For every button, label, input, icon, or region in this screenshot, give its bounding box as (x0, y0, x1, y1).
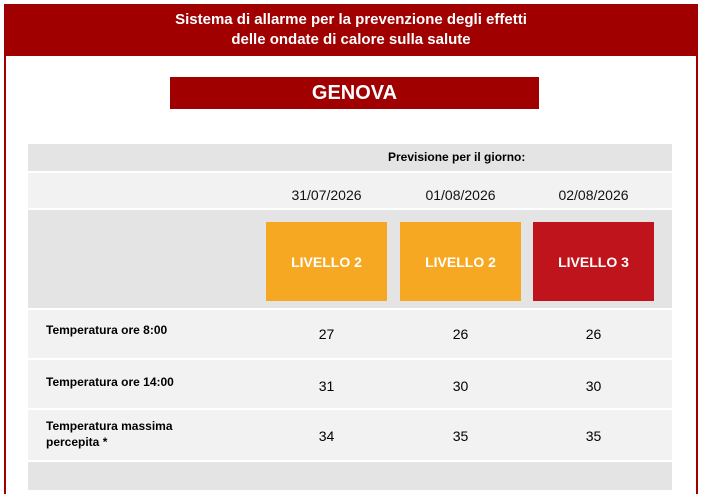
temp-max-label (46, 418, 173, 450)
header-title-line1: Sistema di allarme per la prevenzione degli effetti (175, 11, 527, 28)
date-day1: 31/07/2026 (291, 187, 362, 203)
temp-8-label: Temperatura ore 8:00 (46, 323, 168, 337)
dates-row (28, 171, 672, 208)
table-footer-row (28, 460, 672, 490)
temp-14-day2: 30 (452, 378, 469, 394)
level-badge-day2: LIVELLO 2 (400, 222, 521, 301)
header-title-line2: delle ondate di calore sulla salute (231, 31, 471, 48)
temp-max-day1: 34 (318, 428, 335, 444)
temp-max-label-line1: Temperatura massima (46, 419, 173, 433)
page-header (4, 4, 698, 56)
temp-14-day1: 31 (318, 378, 335, 394)
temp-8-row (28, 308, 672, 358)
level-badge-day3: LIVELLO 3 (533, 222, 654, 301)
temp-max-row (28, 408, 672, 460)
temp-8-day3: 26 (585, 326, 602, 342)
temp-max-day2: 35 (452, 428, 469, 444)
temp-14-day3: 30 (585, 378, 602, 394)
temp-14-row (28, 358, 672, 408)
city-title: GENOVA (170, 77, 539, 109)
temp-max-day3: 35 (585, 428, 602, 444)
temp-8-day1: 27 (318, 326, 335, 342)
level-badge-day1: LIVELLO 2 (266, 222, 387, 301)
forecast-header-row (28, 144, 672, 171)
temp-8-day2: 26 (452, 326, 469, 342)
forecast-label: Previsione per il giorno: (388, 150, 526, 164)
date-day2: 01/08/2026 (425, 187, 496, 203)
levels-row (28, 208, 672, 308)
date-day3: 02/08/2026 (558, 187, 629, 203)
temp-14-label: Temperatura ore 14:00 (46, 375, 174, 389)
temp-max-label-line2: percepita * (46, 435, 108, 449)
